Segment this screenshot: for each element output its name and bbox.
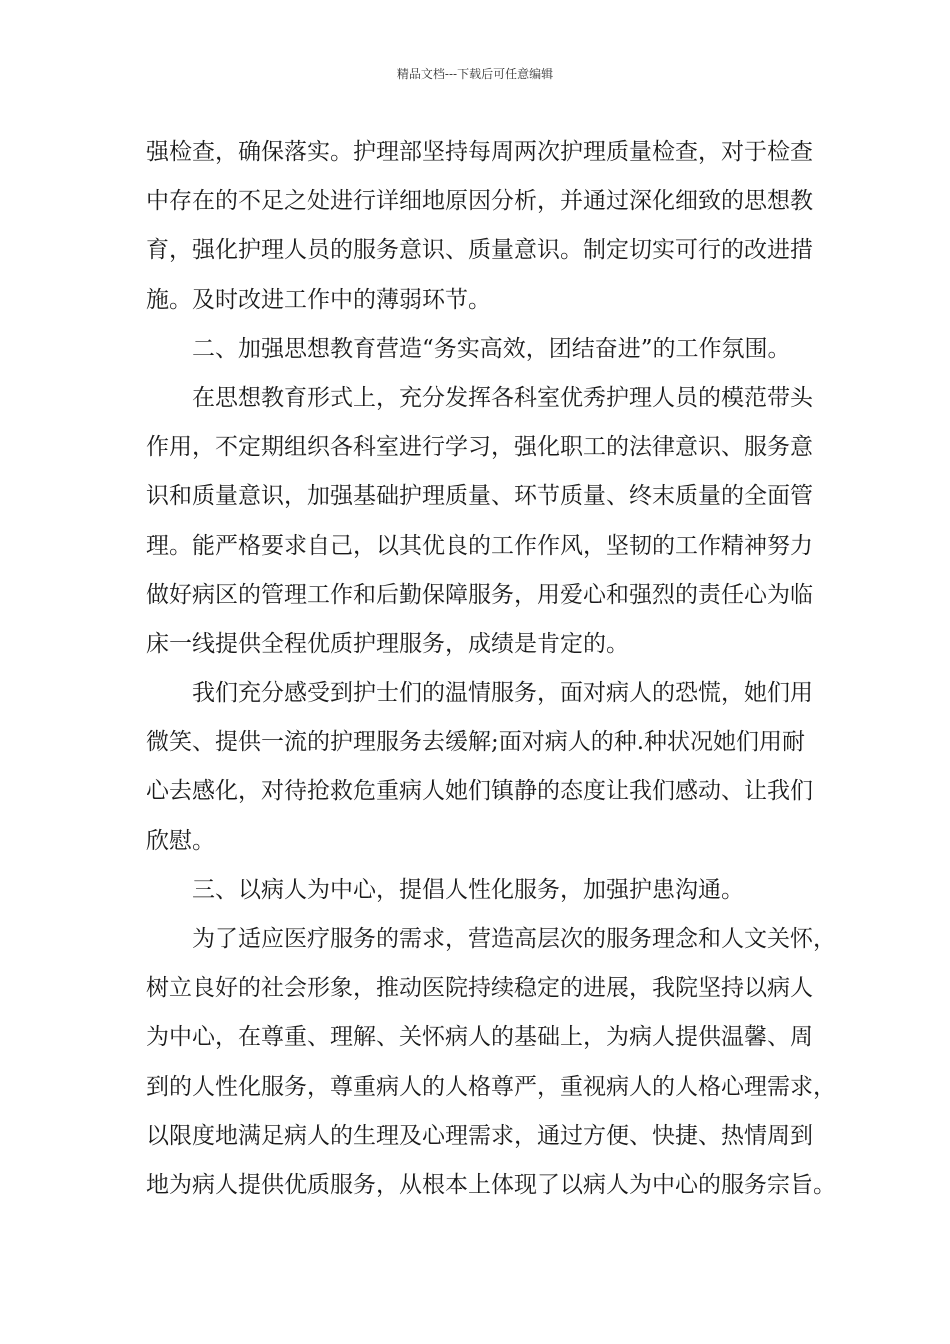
- text-line: 树立良好的社会形象，推动医院持续稳定的进展，我院坚持以病人: [146, 975, 813, 1002]
- text-line: 育，强化护理人员的服务意识、质量意识。制定切实可行的改进措: [146, 237, 813, 264]
- text-line: 地为病人提供优质服务，从根本上体现了以病人为中心的服务宗旨。: [146, 1171, 836, 1198]
- page-header-watermark: 精品文档---下载后可任意编辑: [396, 67, 554, 81]
- paragraph-first-line: 在思想教育形式上，充分发挥各科室优秀护理人员的模范带头: [192, 384, 813, 411]
- text-line: 施。及时改进工作中的薄弱环节。: [146, 286, 491, 313]
- text-line: 强检查，确保落实。护理部坚持每周两次护理质量检查，对于检查: [146, 139, 813, 165]
- text-line: 微笑、提供一流的护理服务去缓解;面对病人的种.种状况她们用耐: [146, 729, 806, 756]
- text-line: 为中心，在尊重、理解、关怀病人的基础上，为病人提供温馨、周: [146, 1024, 813, 1051]
- text-line: 中存在的不足之处进行详细地原因分析，并通过深化细致的思想教: [146, 188, 813, 215]
- text-line: 识和质量意识，加强基础护理质量、环节质量、终末质量的全面管: [146, 483, 813, 510]
- text-line: 做好病区的管理工作和后勤保障服务，用爱心和强烈的责任心为临: [146, 581, 813, 608]
- text-line: 心去感化，对待抢救危重病人她们镇静的态度让我们感动、让我们: [146, 778, 813, 805]
- paragraph-first-line: 为了适应医疗服务的需求，营造高层次的服务理念和人文关怀，: [192, 926, 836, 952]
- text-line: 理。能严格要求自己，以其优良的工作作风，坚韧的工作精神努力: [146, 532, 813, 559]
- section-heading: 二、加强思想教育营造“务实高效，团结奋进”的工作氛围。: [192, 335, 791, 362]
- section-heading: 三、以病人为中心，提倡人性化服务，加强护患沟通。: [192, 876, 744, 903]
- paragraph-first-line: 我们充分感受到护士们的温情服务，面对病人的恐慌，她们用: [192, 680, 813, 707]
- text-line: 以限度地满足病人的生理及心理需求，通过方便、快捷、热情周到: [146, 1122, 813, 1149]
- text-line: 欣慰。: [146, 827, 215, 854]
- text-line: 到的人性化服务，尊重病人的人格尊严，重视病人的人格心理需求，: [146, 1073, 836, 1100]
- text-line: 作用，不定期组织各科室进行学习，强化职工的法律意识、服务意: [146, 434, 813, 461]
- document-body: [146, 128, 836, 1210]
- text-line: 床一线提供全程优质护理服务，成绩是肯定的。: [146, 630, 629, 657]
